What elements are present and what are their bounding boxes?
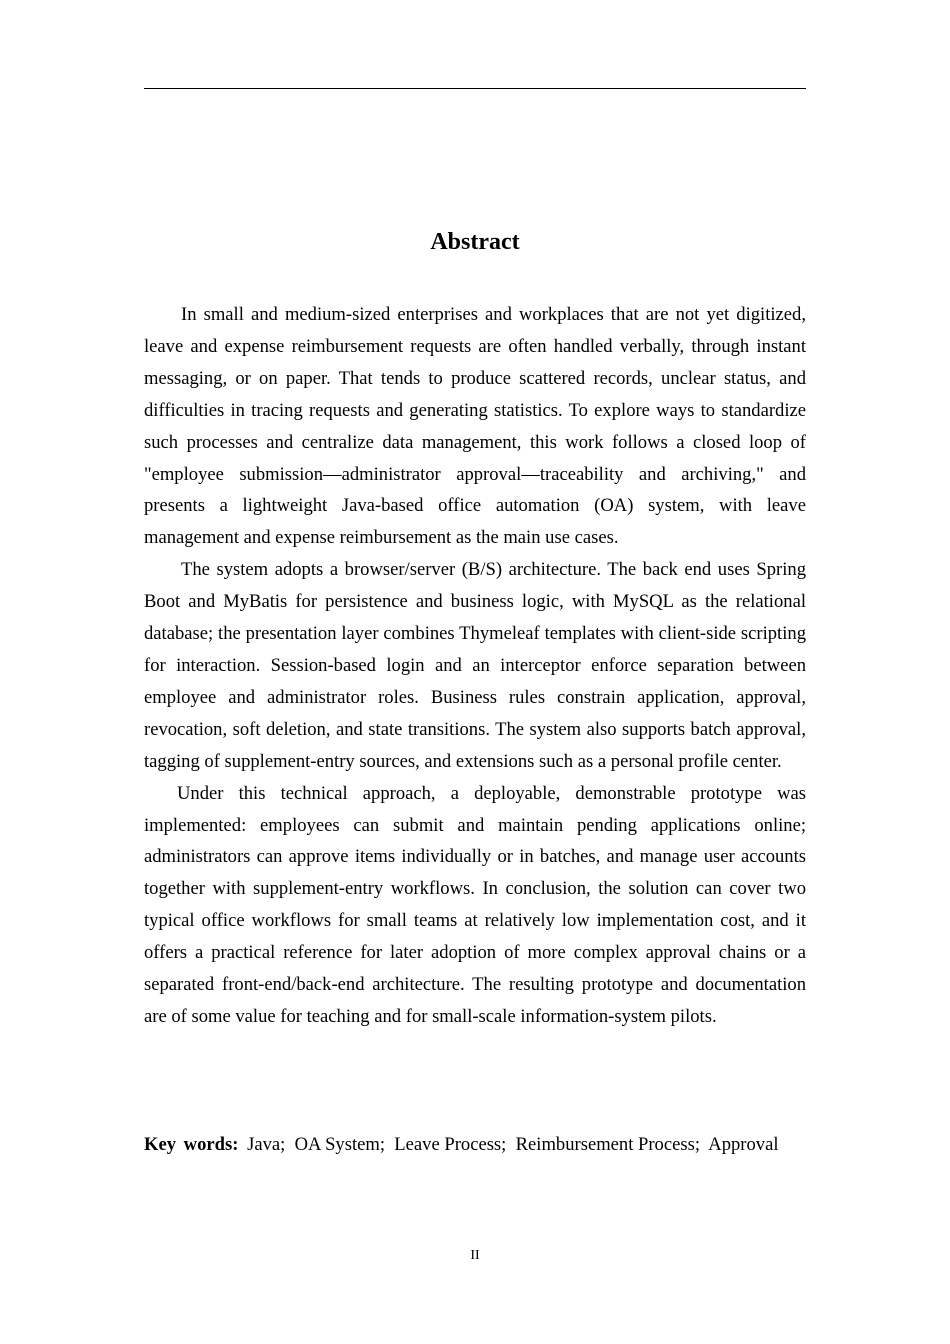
page-number: II <box>470 1248 480 1263</box>
keyword-separator: ; <box>501 1134 516 1155</box>
keyword-item: Reimbursement Process <box>515 1134 695 1155</box>
keyword-item: Leave Process <box>394 1134 502 1155</box>
abstract-paragraph-1: In small and medium-sized enterprises and workplaces that are not yet digitized, leave and expense reimbursement requests are often handled verbally, through instant messaging, or on paper. That tends to produce scattered records, unclear status, and difficulties in tracing requests and generating statistics. To explore ways to standardize such processes and centralize data management, this work follows a closed loop of "employee submission—administrator approval—traceability and archiving," and presents a lightweight Java-based office automation (OA) system, with leave management and expense reimbursement as the main use cases. <box>144 304 806 549</box>
keyword-separator: ; <box>379 1134 395 1155</box>
keywords-label: Key words: <box>144 1134 239 1155</box>
header-rule <box>144 88 806 89</box>
keyword-item: OA System <box>294 1134 380 1155</box>
keyword-item: Approval <box>708 1134 779 1155</box>
keyword-item: Java <box>247 1134 281 1155</box>
keywords-line <box>144 1129 806 1161</box>
abstract-title: Abstract <box>430 229 520 255</box>
abstract-paragraph-2: The system adopts a browser/server (B/S) architecture. The back end uses Spring Boot and MyBatis for persistence and business logic, with MySQL as the relational database; the presentation layer combines Thymeleaf templates with client-side scripting for interaction. Session-based login and an interceptor enforce separation between employee and administrator roles. Business rules constrain application, approval, revocation, soft deletion, and state transitions. The system also supports batch approval, tagging of supplement-entry sources, and extensions such as a personal profile center. <box>144 559 806 772</box>
abstract-body <box>144 299 806 1033</box>
keyword-separator: ; <box>280 1134 295 1155</box>
abstract-paragraph-3: Under this technical approach, a deployable, demonstrable prototype was implemented: employees can submit and maintain pending applications online; administrators can approve items individually or in batches, and manage user accounts together with supplement-entry workflows. In conclusion, the solution can cover two typical office workflows for small teams at relatively low implementation cost, and it offers a practical reference for later adoption of more complex approval chains or a separated front-end/back-end architecture. The resulting prototype and documentation are of some value for teaching and for small-scale information-system pilots. <box>144 782 806 1027</box>
keyword-separator: ; <box>694 1134 709 1155</box>
